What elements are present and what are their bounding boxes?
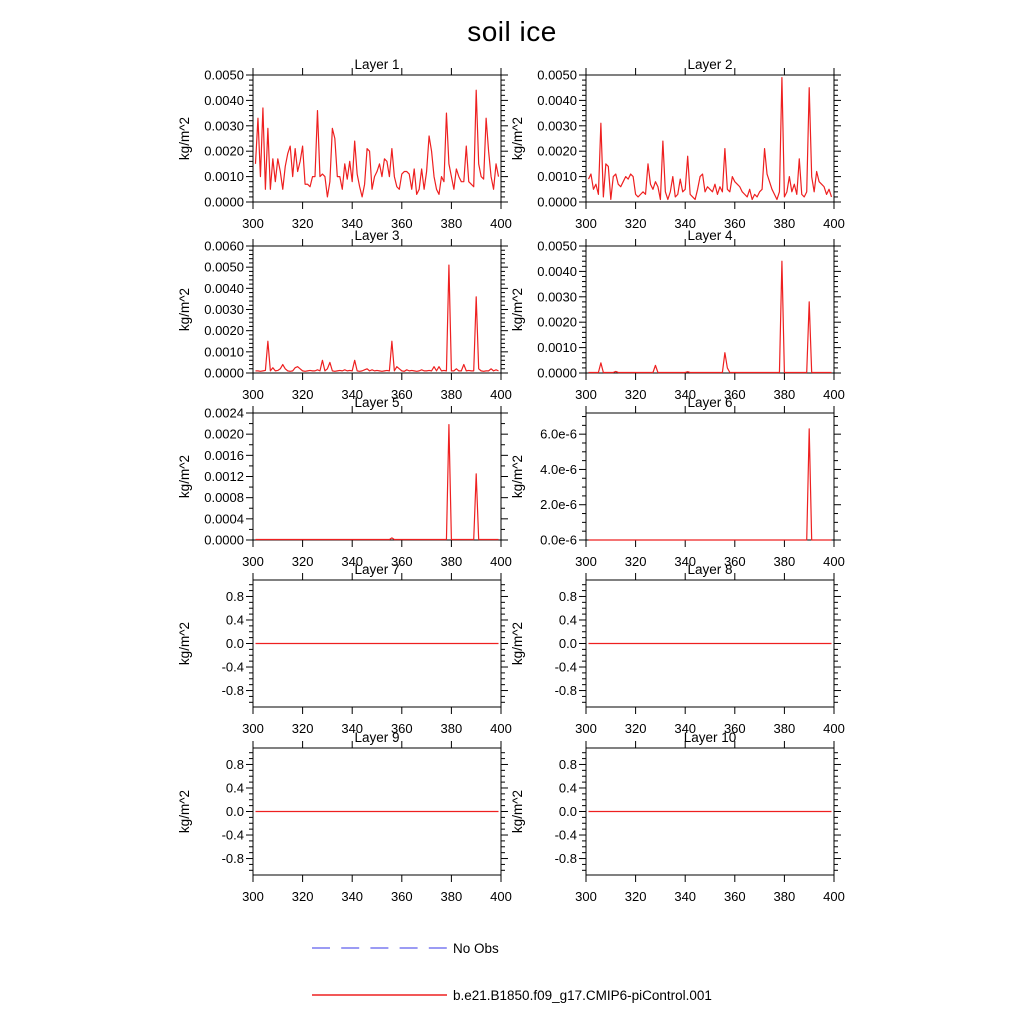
x-tick-label: 300 <box>575 216 597 231</box>
x-tick-label: 300 <box>242 889 264 904</box>
y-tick-label: 0.0030 <box>204 118 244 134</box>
series-line <box>588 429 831 540</box>
y-tick-label: 0.0020 <box>204 323 244 339</box>
subplot-title: Layer 1 <box>354 57 400 72</box>
y-tick-label: 0.0060 <box>204 238 244 254</box>
y-tick-label: 0.8 <box>558 588 577 604</box>
x-tick-label: 320 <box>624 889 647 904</box>
subplot-layer-4 <box>500 224 852 408</box>
y-tick-label: 4.0e-6 <box>540 461 577 477</box>
subplot-title: Layer 3 <box>354 228 400 243</box>
x-tick-label: 300 <box>242 387 264 402</box>
y-tick-label: 0.0016 <box>204 447 244 463</box>
y-tick-label: 0.0030 <box>204 302 244 317</box>
x-tick-label: 320 <box>291 387 314 402</box>
y-tick-label: 0.0 <box>558 804 577 819</box>
y-tick-label: 0.0004 <box>204 511 244 527</box>
subplot-layer-9 <box>167 726 519 910</box>
x-tick-label: 360 <box>723 721 746 736</box>
y-tick-label: 0.0020 <box>204 426 244 442</box>
y-axis-label: kg/m^2 <box>177 621 192 666</box>
y-tick-label: 2.0e-6 <box>540 497 577 513</box>
y-tick-label: 0.0000 <box>537 365 577 381</box>
subplot-layer-6 <box>500 391 852 575</box>
x-tick-label: 380 <box>773 554 796 569</box>
y-axis-label: kg/m^2 <box>510 454 525 499</box>
x-tick-label: 320 <box>624 554 647 569</box>
subplot-layer-7 <box>167 558 519 742</box>
y-tick-label: 0.8 <box>225 588 244 604</box>
y-tick-label: 0.0040 <box>537 92 577 108</box>
x-tick-label: 300 <box>242 216 264 231</box>
y-tick-label: 0.0000 <box>204 532 244 548</box>
y-tick-label: 0.0 <box>225 636 244 651</box>
x-tick-label: 300 <box>575 387 597 402</box>
x-tick-label: 300 <box>575 721 597 736</box>
x-tick-label: 320 <box>624 721 647 736</box>
x-tick-label: 400 <box>823 387 845 402</box>
x-tick-label: 340 <box>341 889 364 904</box>
y-tick-label: 0.4 <box>558 780 577 796</box>
x-tick-label: 320 <box>291 721 314 736</box>
series-line <box>588 261 831 372</box>
x-tick-label: 400 <box>490 387 512 402</box>
subplot-title: Layer 4 <box>687 228 733 243</box>
y-tick-label: 0.0050 <box>537 238 577 254</box>
y-tick-label: 0.0050 <box>537 67 577 83</box>
y-tick-label: 6.0e-6 <box>540 426 577 442</box>
y-tick-label: 0.0010 <box>537 340 577 356</box>
subplot-title: Layer 7 <box>354 562 400 577</box>
x-tick-label: 400 <box>490 216 512 231</box>
y-tick-label: -0.8 <box>221 851 244 867</box>
x-tick-label: 340 <box>341 387 364 402</box>
x-tick-label: 340 <box>341 721 364 736</box>
x-tick-label: 300 <box>242 721 264 736</box>
x-tick-label: 300 <box>575 554 597 569</box>
y-tick-label: 0.0012 <box>204 469 244 484</box>
legend-label-no-obs: No Obs <box>453 940 499 956</box>
x-tick-label: 360 <box>723 889 746 904</box>
x-tick-label: 340 <box>674 387 697 402</box>
x-tick-label: 380 <box>773 387 796 402</box>
y-axis-label: kg/m^2 <box>177 454 192 499</box>
subplot-layer-2 <box>500 53 852 237</box>
x-tick-label: 300 <box>575 889 597 904</box>
subplot-layer-8 <box>500 558 852 742</box>
x-tick-label: 340 <box>674 216 697 231</box>
x-tick-label: 400 <box>823 721 845 736</box>
y-tick-label: -0.8 <box>554 683 577 699</box>
x-tick-label: 400 <box>823 216 845 231</box>
y-tick-label: 0.0020 <box>537 143 577 159</box>
y-tick-label: 0.0040 <box>204 280 244 296</box>
x-tick-label: 360 <box>390 721 413 736</box>
x-tick-label: 400 <box>823 889 845 904</box>
y-tick-label: 0.4 <box>225 780 244 796</box>
x-tick-label: 380 <box>773 721 796 736</box>
y-tick-label: 0.0010 <box>204 344 244 360</box>
x-tick-label: 340 <box>674 554 697 569</box>
plot-frame <box>253 413 501 540</box>
y-tick-label: 0.0 <box>225 804 244 819</box>
x-tick-label: 320 <box>291 216 314 231</box>
y-tick-label: 0.0040 <box>204 92 244 108</box>
y-tick-label: 0.8 <box>225 756 244 772</box>
x-tick-label: 340 <box>674 721 697 736</box>
y-axis-label: kg/m^2 <box>510 116 525 161</box>
y-tick-label: 0.4 <box>558 612 577 628</box>
x-tick-label: 320 <box>624 387 647 402</box>
x-tick-label: 340 <box>341 216 364 231</box>
y-tick-label: 0.0030 <box>537 118 577 134</box>
y-tick-label: 0.0e-6 <box>540 532 577 548</box>
x-tick-label: 400 <box>490 721 512 736</box>
x-tick-label: 380 <box>440 387 463 402</box>
y-tick-label: -0.8 <box>221 683 244 699</box>
y-tick-label: 0.8 <box>558 756 577 772</box>
y-tick-label: 0.0040 <box>537 263 577 279</box>
subplot-title: Layer 10 <box>683 730 737 745</box>
y-tick-label: 0.0008 <box>204 490 244 506</box>
model-run-solid-line-icon <box>312 993 447 997</box>
x-tick-label: 300 <box>242 554 264 569</box>
y-tick-label: 0.0010 <box>204 169 244 185</box>
y-tick-label: 0.0000 <box>537 194 577 210</box>
x-tick-label: 380 <box>773 216 796 231</box>
x-tick-label: 400 <box>823 554 845 569</box>
y-tick-label: 0.0020 <box>204 143 244 159</box>
y-axis-label: kg/m^2 <box>510 789 525 834</box>
y-axis-label: kg/m^2 <box>510 621 525 666</box>
subplot-title: Layer 5 <box>354 395 400 410</box>
x-tick-label: 360 <box>390 387 413 402</box>
y-tick-label: 0.0024 <box>204 405 244 421</box>
y-tick-label: 0.0030 <box>537 289 577 305</box>
y-tick-label: -0.8 <box>554 851 577 867</box>
x-tick-label: 380 <box>440 216 463 231</box>
plot-frame <box>586 413 834 540</box>
y-tick-label: -0.4 <box>221 827 244 843</box>
figure-title: soil ice <box>467 16 557 47</box>
legend-item-model-run <box>312 986 712 1004</box>
x-tick-label: 380 <box>440 721 463 736</box>
x-tick-label: 360 <box>390 889 413 904</box>
y-tick-label: 0.0050 <box>204 67 244 83</box>
subplot-layer-1 <box>167 53 519 237</box>
series-line <box>255 265 498 371</box>
y-axis-label: kg/m^2 <box>177 789 192 834</box>
plot-frame <box>253 246 501 373</box>
subplot-title: Layer 8 <box>687 562 733 577</box>
x-tick-label: 360 <box>390 216 413 231</box>
plot-frame <box>586 246 834 373</box>
plot-frame <box>253 75 501 202</box>
x-tick-label: 380 <box>440 889 463 904</box>
y-axis-label: kg/m^2 <box>177 116 192 161</box>
legend-label-model-run: b.e21.B1850.f09_g17.CMIP6-piControl.001 <box>453 987 712 1003</box>
x-tick-label: 340 <box>341 554 364 569</box>
subplot-layer-10 <box>500 726 852 910</box>
x-tick-label: 400 <box>490 554 512 569</box>
legend-item-no-obs <box>312 939 499 957</box>
y-tick-label: 0.0020 <box>537 314 577 330</box>
y-tick-label: 0.0050 <box>204 259 244 275</box>
y-tick-label: 0.0 <box>558 636 577 651</box>
no-obs-dashed-line-icon <box>312 946 447 950</box>
x-tick-label: 320 <box>291 889 314 904</box>
y-tick-label: -0.4 <box>554 827 577 843</box>
subplot-title: Layer 9 <box>354 730 400 745</box>
x-tick-label: 360 <box>723 387 746 402</box>
y-tick-label: -0.4 <box>554 659 577 675</box>
y-tick-label: 0.0000 <box>204 365 244 381</box>
subplot-title: Layer 2 <box>687 57 733 72</box>
y-axis-label: kg/m^2 <box>510 287 525 332</box>
x-tick-label: 360 <box>723 216 746 231</box>
x-tick-label: 380 <box>773 889 796 904</box>
subplot-layer-3 <box>167 224 519 408</box>
x-tick-label: 380 <box>440 554 463 569</box>
series-line <box>588 78 831 200</box>
y-axis-label: kg/m^2 <box>177 287 192 332</box>
series-line <box>255 425 498 540</box>
x-tick-label: 340 <box>674 889 697 904</box>
subplot-title: Layer 6 <box>687 395 733 410</box>
y-tick-label: 0.0010 <box>537 169 577 185</box>
subplot-layer-5 <box>167 391 519 575</box>
x-tick-label: 360 <box>390 554 413 569</box>
x-tick-label: 320 <box>291 554 314 569</box>
y-tick-label: -0.4 <box>221 659 244 675</box>
y-tick-label: 0.4 <box>225 612 244 628</box>
y-tick-label: 0.0000 <box>204 194 244 210</box>
series-line <box>255 90 498 197</box>
x-tick-label: 320 <box>624 216 647 231</box>
x-tick-label: 400 <box>490 889 512 904</box>
x-tick-label: 360 <box>723 554 746 569</box>
